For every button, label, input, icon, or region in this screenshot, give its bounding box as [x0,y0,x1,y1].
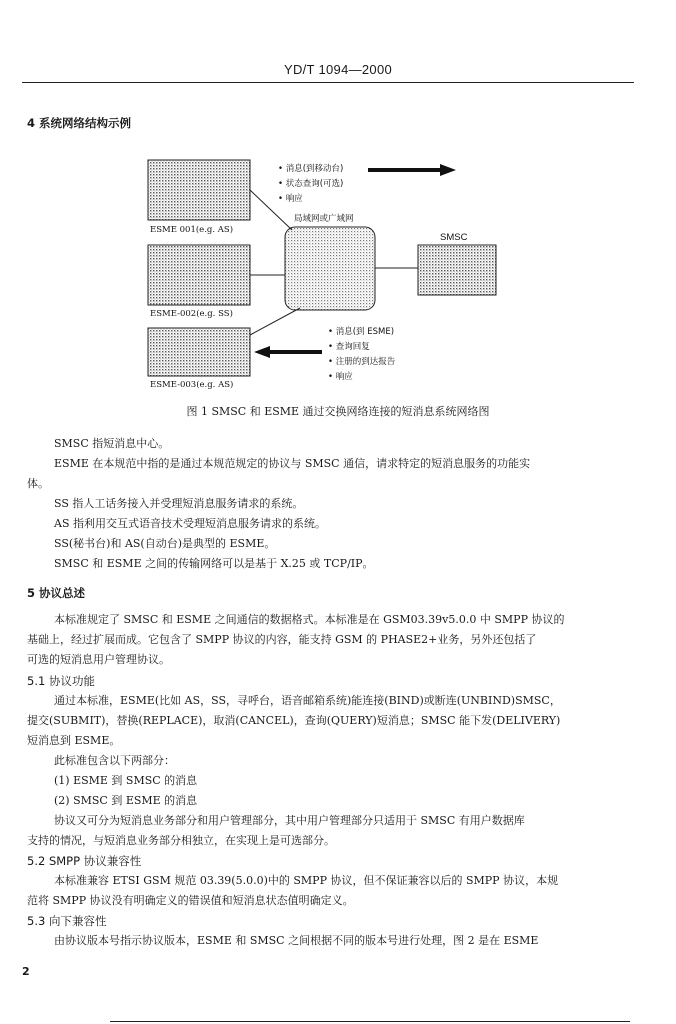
footer-rule [110,1021,630,1022]
section-5-2-p1-line1: 本标准兼容 ETSI GSM 规范 03.39(5.0.0)中的 SMPP 协议，但不保证兼容以后的 SMPP 协议，本规 [54,874,559,887]
section-5-3-heading: 5.3 向下兼容性 [27,914,107,928]
top-note-3: • 响应 [278,194,303,204]
esme-003-label: ESME-003(e.g. AS) [150,380,234,390]
esme-002-box [148,245,250,305]
section-5-3-p1-line1: 由协议版本号指示协议版本，ESME 和 SMSC 之间根据不同的版本号进行处理，图 2 是在 ESME [54,934,539,947]
bottom-note-4: • 响应 [328,372,353,382]
def-esme-line2: 体。 [27,477,49,490]
running-header: YD/T 1094—2000 [283,62,393,77]
section-5-1-p1-line1: 通过本标准，ESME(比如 AS，SS，寻呼台，语音邮箱系统)能连接(BIND)或断连(UNBIND)SMSC， [54,694,561,707]
def-ss: SS 指人工话务接入并受理短消息服务请求的系统。 [54,497,304,510]
section-4-heading: 4 系统网络结构示例 [27,116,132,130]
network-cloud-box [285,227,375,310]
bottom-note-1: • 消息(到 ESME) [328,327,395,337]
arrow-to-esme-head [254,346,270,358]
def-transport: SMSC 和 ESME 之间的传输网络可以是基于 X.25 或 TCP/IP。 [54,557,374,570]
def-smsc: SMSC 指短消息中心。 [54,437,170,450]
section-5-1-item2: (2) SMSC 到 ESME 的消息 [54,794,198,807]
section-5-intro-line1: 本标准规定了 SMSC 和 ESME 之间通信的数据格式。本标准是在 GSM03.39v5.0.0 中 SMPP 协议的 [54,613,565,626]
bottom-note-3: • 注册的到达报告 [328,357,396,367]
section-5-2-heading: 5.2 SMPP 协议兼容性 [27,854,142,868]
esme-003-box [148,328,250,376]
def-as: AS 指利用交互式语音技术受理短消息服务请求的系统。 [54,517,326,530]
top-note-2: • 状态查询(可选) [278,179,344,189]
section-5-1-p1-line3: 短消息到 ESME。 [27,734,121,747]
section-5-2-p1-line2: 范将 SMPP 协议没有明确定义的错误值和短消息状态值明确定义。 [27,894,354,907]
figure-1-caption: 图 1 SMSC 和 ESME 通过交换网络连接的短消息系统网络图 [186,405,490,418]
esme-001-label: ESME 001(e.g. AS) [150,225,234,235]
section-5-1-p3-line1: 协议又可分为短消息业务部分和用户管理部分，其中用户管理部分只适用于 SMSC 有用户数据库 [54,814,525,827]
smsc-box [418,245,496,295]
def-esme-line1: ESME 在本规范中指的是通过本规范规定的协议与 SMSC 通信，请求特定的短消息服务的功能实 [54,457,531,470]
section-5-intro-line2: 基础上，经过扩展而成。它包含了 SMPP 协议的内容，能支持 GSM 的 PHASE2+业务，另外还包括了 [27,633,537,646]
link-esme3-network [250,308,300,335]
network-diagram [0,150,676,400]
page-number: 2 [22,965,30,978]
section-5-1-p2: 此标准包含以下两部分： [54,754,175,767]
section-5-heading: 5 协议总述 [27,586,86,600]
def-typical-esme: SS(秘书台)和 AS(自动台)是典型的 ESME。 [54,537,276,550]
section-5-intro-line3: 可选的短消息用户管理协议。 [27,653,170,666]
arrow-to-mobile-head [440,164,456,176]
esme-002-label: ESME-002(e.g. SS) [150,309,233,319]
top-note-1: • 消息(到移动台) [278,164,344,174]
network-label: 局域网或广域网 [294,214,354,224]
smsc-label: SMSC [440,232,468,243]
header-rule [22,82,634,83]
section-5-1-item1: (1) ESME 到 SMSC 的消息 [54,774,198,787]
section-5-1-p1-line2: 提交(SUBMIT)，替换(REPLACE)，取消(CANCEL)，查询(QUERY)短消息；SMSC 能下发(DELIVERY) [27,714,561,727]
bottom-note-2: • 查询回复 [328,342,370,352]
esme-001-box [148,160,250,220]
section-5-1-p3-line2: 支持的情况，与短消息业务部分相独立，在实现上是可选部分。 [27,834,335,847]
section-5-1-heading: 5.1 协议功能 [27,674,95,688]
